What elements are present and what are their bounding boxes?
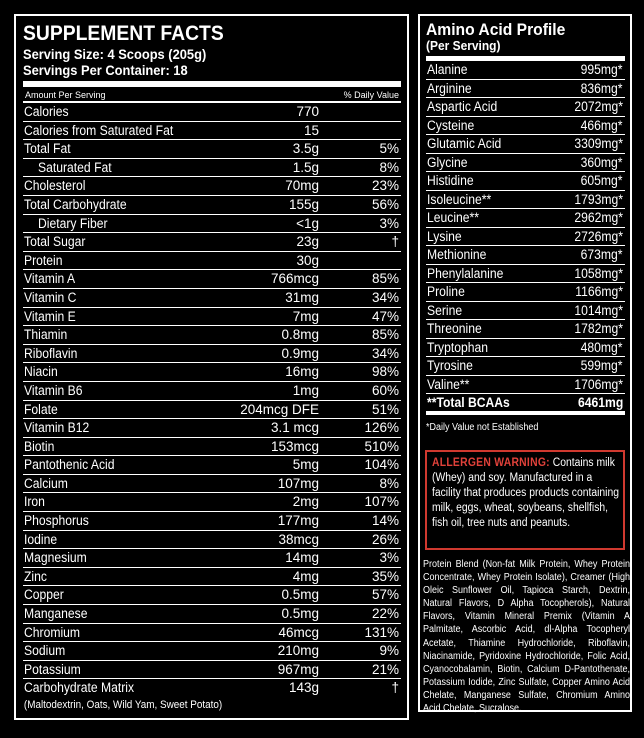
- nutrient-amount: 967mg: [277, 661, 319, 677]
- amino-acid-value: 2962mg*: [574, 210, 623, 225]
- nutrient-label: Sodium: [24, 643, 66, 659]
- nutrient-daily-value: 510%: [364, 438, 399, 454]
- ingredients-list: [423, 558, 631, 715]
- nutrient-daily-value: 8%: [379, 159, 399, 175]
- nutrient-daily-value: 104%: [364, 457, 399, 473]
- nutrient-amount: 15: [303, 122, 319, 138]
- nutrient-daily-value: 22%: [371, 606, 399, 622]
- nutrient-daily-value: 35%: [371, 568, 399, 584]
- amino-acid-row: [426, 209, 625, 228]
- amino-acid-value: 1793mg*: [574, 191, 623, 207]
- nutrient-amount: 766mcg: [270, 271, 319, 287]
- nutrient-row: [23, 196, 401, 215]
- amino-acid-value: 360mg*: [581, 154, 623, 170]
- amino-acid-value: 605mg*: [581, 173, 623, 188]
- nutrient-amount: 204mcg DFE: [240, 401, 319, 417]
- allergen-warning-heading: ALLERGEN WARNING:: [432, 457, 550, 469]
- nutrient-amount: 177mg: [277, 513, 319, 529]
- nutrient-daily-value: 3%: [379, 215, 399, 231]
- nutrient-daily-value: 14%: [371, 513, 399, 529]
- supplement-facts-title: SUPPLEMENT FACTS: [23, 22, 224, 45]
- nutrient-label: Iodine: [24, 531, 58, 547]
- nutrient-row: [23, 605, 401, 624]
- nutrient-label: Riboflavin: [24, 345, 78, 361]
- nutrient-label: Iron: [24, 494, 45, 510]
- nutrient-row: [23, 531, 401, 550]
- amino-acid-label: Aspartic Acid: [427, 99, 498, 114]
- nutrient-row: [23, 419, 401, 438]
- nutrient-daily-value: 3%: [379, 550, 399, 566]
- nutrient-daily-value: 107%: [364, 494, 399, 510]
- nutrient-amount: 46mcg: [278, 624, 319, 640]
- amount-per-serving-label: Amount Per Serving: [25, 90, 106, 100]
- amino-acid-row: [426, 265, 625, 284]
- nutrient-daily-value: 51%: [371, 401, 399, 417]
- amino-acid-label: Phenylalanine: [427, 265, 504, 281]
- amino-acid-label: Lysine: [427, 228, 462, 244]
- nutrient-label: Total Sugar: [24, 234, 86, 250]
- table-header: [23, 87, 401, 103]
- allergen-warning-text: [432, 456, 621, 531]
- nutrient-daily-value: 85%: [371, 327, 399, 343]
- nutrient-amount: 31mg: [285, 289, 319, 305]
- amino-acid-label: Isoleucine**: [427, 191, 492, 207]
- amino-acid-value: 599mg*: [581, 358, 623, 373]
- amino-acid-value: 3309mg*: [574, 136, 623, 151]
- nutrient-amount: 7mg: [292, 308, 319, 324]
- amino-acid-value: 2072mg*: [574, 99, 623, 114]
- nutrient-row: [23, 345, 401, 364]
- nutrient-daily-value: 8%: [379, 475, 399, 491]
- nutrient-label: Calories: [24, 104, 69, 119]
- nutrient-daily-value: 47%: [371, 308, 399, 324]
- nutrient-daily-value: 23%: [371, 178, 399, 194]
- amino-acid-label: Proline: [427, 284, 465, 299]
- amino-acid-label: Threonine: [427, 321, 482, 336]
- nutrient-amount: 14mg: [285, 550, 319, 566]
- amino-acid-row: [426, 117, 625, 136]
- total-bcaa-value: 6461mg: [577, 395, 623, 410]
- nutrient-amount: 1.5g: [292, 159, 319, 175]
- amino-acid-row: [426, 98, 625, 117]
- nutrient-amount: 153mcg: [270, 438, 319, 454]
- nutrient-row: [23, 363, 401, 382]
- nutrient-amount: 0.8mg: [281, 327, 319, 343]
- nutrient-label: Manganese: [24, 606, 88, 622]
- nutrient-label: Chromium: [24, 624, 81, 640]
- nutrient-row: [23, 233, 401, 252]
- nutrient-amount: 3.1 mcg: [270, 420, 319, 436]
- nutrient-label: Calcium: [24, 475, 68, 491]
- nutrient-row: [23, 456, 401, 475]
- amino-acid-value: 836mg*: [581, 80, 623, 96]
- amino-acid-row: [426, 376, 625, 395]
- nutrient-label: Folate: [24, 401, 58, 417]
- amino-acid-value: 2726mg*: [574, 228, 623, 244]
- nutrient-amount: <1g: [296, 215, 319, 231]
- amino-acid-row: [426, 61, 625, 80]
- nutrient-row: [23, 642, 401, 661]
- nutrient-row: [23, 661, 401, 680]
- nutrient-label: Total Carbohydrate: [24, 196, 127, 212]
- nutrient-daily-value: †: [391, 234, 399, 250]
- nutrient-label: Potassium: [24, 661, 81, 677]
- amino-acid-row: [426, 283, 625, 302]
- amino-acid-row: [426, 357, 625, 376]
- amino-acid-value: 1166mg*: [575, 284, 623, 299]
- nutrient-amount: 0.9mg: [281, 345, 319, 361]
- amino-acid-title: Amino Acid Profile: [426, 20, 566, 39]
- amino-acid-row: [426, 320, 625, 339]
- nutrient-daily-value: 34%: [371, 345, 399, 361]
- amino-acid-label: Glycine: [427, 154, 468, 170]
- nutrient-daily-value: 126%: [364, 420, 399, 436]
- amino-acid-label: Tryptophan: [427, 339, 489, 355]
- nutrient-row: [23, 401, 401, 420]
- allergen-warning-body: Contains milk (Whey) and soy. Manufactured in a facility that produces products containing milk, eggs, wheat, soybeans, shellfish, fish oil, tree nuts and peanuts.: [432, 457, 619, 529]
- daily-value-footnote: *Daily Value not Established: [426, 422, 539, 433]
- nutrient-label: Saturated Fat: [38, 159, 112, 175]
- amino-acid-subtitle: (Per Serving): [426, 38, 501, 53]
- nutrient-label: Zinc: [24, 568, 47, 584]
- total-bcaa-row: [426, 394, 625, 415]
- nutrient-amount: 4mg: [292, 568, 319, 584]
- nutrient-row: [23, 215, 401, 234]
- amino-acid-row: [426, 246, 625, 265]
- nutrient-amount: 16mg: [285, 364, 319, 380]
- nutrient-label: Carbohydrate Matrix: [24, 680, 135, 696]
- supplement-facts-panel: [14, 14, 409, 720]
- nutrient-daily-value: 60%: [371, 382, 399, 398]
- amino-acid-row: [426, 80, 625, 99]
- allergen-warning-box: [425, 450, 625, 550]
- nutrient-label: Biotin: [24, 438, 55, 454]
- nutrient-daily-value: 85%: [371, 271, 399, 287]
- nutrient-daily-value: 57%: [371, 587, 399, 603]
- nutrient-row: [23, 512, 401, 531]
- amino-acid-value: 1014mg*: [574, 302, 623, 318]
- nutrient-daily-value: †: [391, 680, 399, 696]
- carb-matrix-note: (Maltodextrin, Oats, Wild Yam, Sweet Potato): [23, 699, 223, 711]
- nutrient-amount: 70mg: [285, 178, 319, 194]
- nutrient-label: Vitamin E: [24, 308, 76, 324]
- nutrient-daily-value: 5%: [379, 141, 399, 157]
- nutrient-amount: 0.5mg: [281, 587, 319, 603]
- total-bcaa-label: **Total BCAAs: [427, 395, 510, 410]
- amino-acid-label: Leucine**: [427, 210, 480, 225]
- nutrient-label: Phosphorus: [24, 513, 89, 529]
- nutrient-amount: 38mcg: [278, 531, 319, 547]
- nutrient-amount: 2mg: [292, 494, 319, 510]
- nutrient-amount: 30g: [296, 252, 319, 268]
- nutrient-amount: 770: [296, 104, 319, 119]
- nutrient-amount: 1mg: [292, 382, 319, 398]
- nutrient-row: [23, 308, 401, 327]
- nutrient-amount: 0.5mg: [281, 606, 319, 622]
- amino-acid-value: 1706mg*: [574, 376, 623, 392]
- daily-value-label: % Daily Value: [343, 90, 399, 100]
- amino-acid-label: Histidine: [427, 173, 474, 188]
- amino-acid-row: [426, 339, 625, 358]
- nutrient-label: Total Fat: [24, 141, 71, 157]
- nutrient-row: [23, 475, 401, 494]
- nutrient-label: Copper: [24, 587, 64, 603]
- nutrient-label: Niacin: [24, 364, 58, 380]
- nutrient-row: [23, 438, 401, 457]
- amino-acid-label: Alanine: [427, 62, 468, 77]
- amino-acid-value: 673mg*: [581, 247, 623, 262]
- amino-acid-panel: [418, 14, 632, 715]
- nutrient-label: Magnesium: [24, 550, 87, 566]
- nutrient-row: [23, 159, 401, 178]
- amino-acid-row: [426, 228, 625, 247]
- nutrient-label: Protein: [24, 252, 63, 268]
- servings-per-container: Servings Per Container: 18: [23, 62, 188, 78]
- nutrient-label: Vitamin B6: [24, 382, 83, 398]
- amino-acid-value: 466mg*: [581, 117, 623, 133]
- amino-acid-value: 995mg*: [581, 62, 623, 77]
- nutrient-daily-value: 34%: [371, 289, 399, 305]
- nutrient-row: [23, 270, 401, 289]
- nutrient-amount: 107mg: [277, 475, 319, 491]
- nutrient-label: Cholesterol: [24, 178, 86, 194]
- nutrient-label: Calories from Saturated Fat: [24, 122, 174, 138]
- nutrient-daily-value: 56%: [371, 196, 399, 212]
- nutrient-label: Pantothenic Acid: [24, 457, 115, 473]
- nutrient-row: [23, 493, 401, 512]
- nutrient-label: Vitamin B12: [24, 420, 90, 436]
- nutrient-row: [23, 568, 401, 587]
- nutrient-label: Dietary Fiber: [38, 215, 108, 231]
- amino-acid-label: Glutamic Acid: [427, 136, 502, 151]
- amino-acid-value: 1058mg*: [574, 265, 623, 281]
- nutrient-amount: 155g: [288, 196, 319, 212]
- amino-acid-label: Tyrosine: [427, 358, 473, 373]
- nutrient-row: [23, 252, 401, 271]
- amino-acid-label: Methionine: [427, 247, 487, 262]
- nutrient-amount: 5mg: [292, 457, 319, 473]
- nutrient-row: [23, 326, 401, 345]
- nutrient-daily-value: 98%: [371, 364, 399, 380]
- amino-acid-label: Cysteine: [427, 117, 475, 133]
- nutrient-row: [23, 624, 401, 643]
- nutrient-row: [23, 140, 401, 159]
- amino-acid-label: Serine: [427, 302, 463, 318]
- nutrient-row: [23, 586, 401, 605]
- nutrient-daily-value: 9%: [379, 643, 399, 659]
- amino-acid-row: [426, 191, 625, 210]
- amino-acid-row: [426, 172, 625, 191]
- nutrient-table: [23, 103, 401, 698]
- amino-acid-label: Arginine: [427, 80, 472, 96]
- nutrient-row: [23, 289, 401, 308]
- nutrient-label: Vitamin C: [24, 289, 77, 305]
- nutrient-amount: 23g: [296, 234, 319, 250]
- nutrient-amount: 3.5g: [292, 141, 319, 157]
- nutrient-amount: 143g: [288, 680, 319, 696]
- nutrient-row: [23, 679, 401, 698]
- nutrient-amount: 210mg: [277, 643, 319, 659]
- amino-acid-table: [426, 61, 625, 394]
- amino-acid-row: [426, 154, 625, 173]
- nutrient-row: [23, 103, 401, 122]
- amino-acid-value: 480mg*: [581, 339, 623, 355]
- nutrient-daily-value: 131%: [364, 624, 399, 640]
- ingredients-text: Protein Blend (Non-fat Milk Protein, Whey Protein Concentrate, Whey Protein Isolate), Creamer (High Oleic Sunflower Oil, Tapioca Starch, Dextrin, Natural Flavors, D Alpha Tocopherols), Natural Flavors, Vitamin Mineral Premix (Vitamin A Palmitate, Ascorbic Acid, dl-Alpha Tocopheryl Acetate, Thiamine Hydrochloride, Riboflavin, Niacinamide, Pyridoxine Hydrochloride, Folic Acid, Cyanocobalamin, Biotin, Calcium D-Pantothenate, Potassium Iodide, Zinc Sulfate, Copper Amino Acid Chelate, Manganese Sulfate, Chromium Amino Acid Chelate, Sucralose.: [423, 559, 630, 715]
- nutrient-row: [23, 177, 401, 196]
- nutrient-row: [23, 382, 401, 401]
- serving-size: Serving Size: 4 Scoops (205g): [23, 46, 207, 62]
- nutrient-label: Vitamin A: [24, 271, 76, 287]
- amino-acid-value: 1782mg*: [574, 321, 623, 336]
- nutrient-daily-value: 21%: [371, 661, 399, 677]
- amino-acid-row: [426, 302, 625, 321]
- nutrient-label: Thiamin: [24, 327, 68, 343]
- amino-acid-row: [426, 135, 625, 154]
- nutrient-daily-value: 26%: [371, 531, 399, 547]
- nutrient-row: [23, 122, 401, 141]
- amino-acid-label: Valine**: [427, 376, 470, 392]
- nutrient-row: [23, 549, 401, 568]
